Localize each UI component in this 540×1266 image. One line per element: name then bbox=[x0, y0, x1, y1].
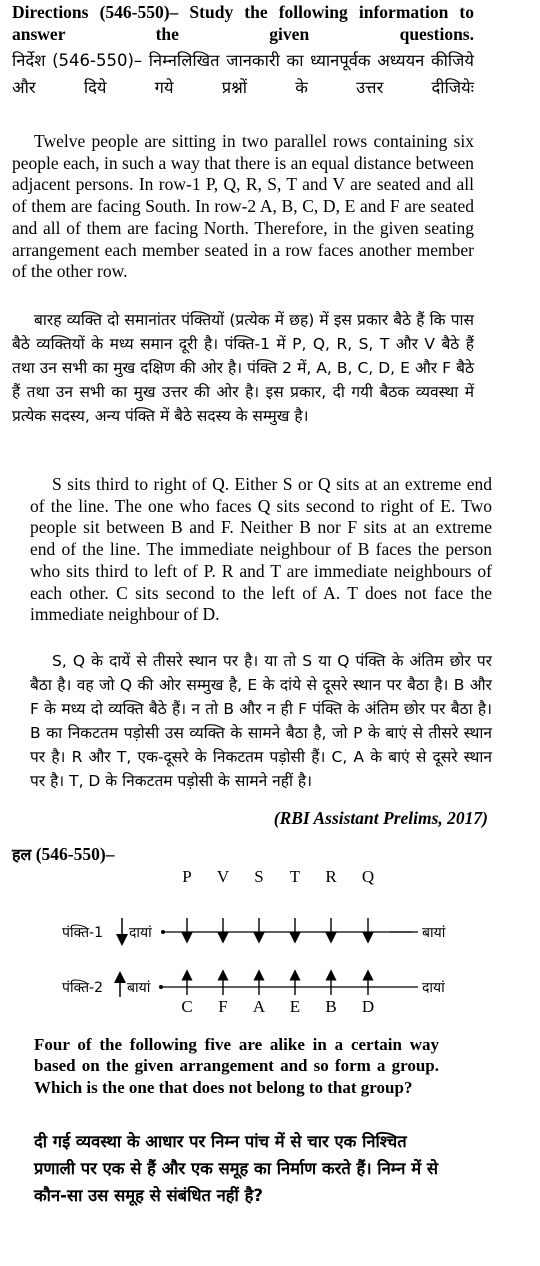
solution-range: (546-550)– bbox=[35, 844, 115, 864]
row2-person-A: A bbox=[252, 997, 266, 1016]
directions-english: Directions (546-550)– Study the following information to answer the given questions. bbox=[12, 2, 474, 44]
solution-label: हल bbox=[12, 845, 32, 864]
seating-diagram bbox=[0, 860, 540, 1020]
row2-left-word: बायां bbox=[127, 980, 151, 996]
row1-person-T: T bbox=[289, 867, 301, 886]
row2-right-word: दायां bbox=[422, 980, 445, 996]
row2-line-end-dot bbox=[159, 985, 163, 989]
clues-hindi: S, Q के दायें से तीसरे स्थान पर है। या तो S या Q पंक्ति के अंतिम छोर पर बैठा है। वह जो Q की ओर सम्मुख है, E के दांये से दूसरे स्थान पर बैठा है। B और F के मध्य दो व्यक्ति बैठे हैं। न तो B और न ही F पंक्ति के अंतिम छोर पर बैठा है। B का निकटतम पड़ोसी उस व्यक्ति के सामने बैठा है, जो P के बाएं से तीसरे स्थान पर है। R और T, एक-दूसरे के निकटतम पड़ोसी हैं। C, A के बाएं से दूसरे स्थान पर है। T, D के निकटतम पड़ोसी के सामने नहीं है। bbox=[30, 652, 492, 790]
question-hindi: दी गई व्यवस्था के आधार पर निम्न पांच में से चार एक निश्चित प्रणाली पर एक से हैं और एक समूह का निर्माण करते हैं। निम्न में से कौन-सा उस समूह से संबंधित नहीं है? bbox=[34, 1132, 438, 1205]
row2-person-C: C bbox=[181, 997, 193, 1016]
row1-right-word: बायां bbox=[422, 925, 446, 941]
clues-english: S sits third to right of Q. Either S or Q sits at an extreme end of the line. The one who faces Q sits second to right of E. Two people sit between B and F. Neither B nor F sits at an extreme end of the line. The immediate neighbour of B faces the person who sits third to left of P. R and T are immediate neighbours of each other. C sits second to the left of A. T does not face the immediate neighbour of D. bbox=[30, 474, 492, 625]
row2-person-F: F bbox=[218, 997, 228, 1016]
row1-person-Q: Q bbox=[361, 867, 375, 886]
row2-person-D: D bbox=[361, 997, 375, 1016]
row1-label: पंक्ति-1 bbox=[62, 925, 104, 941]
directions-hindi: निर्देश (546-550)– निम्नलिखित जानकारी का ध्यानपूर्वक अध्ययन कीजिये और दिये गये प्रश्नों के उत्तर दीजियेः bbox=[12, 51, 474, 97]
row2-person-E: E bbox=[289, 997, 301, 1016]
source-citation: (RBI Assistant Prelims, 2017) bbox=[273, 808, 488, 828]
row1-person-P: P bbox=[182, 867, 192, 886]
question-english: Four of the following five are alike in a certain way based on the given arrangement and so form a group. Which is the one that does not belong to that group? bbox=[34, 1035, 439, 1097]
row2-person-B: B bbox=[325, 997, 337, 1016]
row1-person-V: V bbox=[216, 867, 230, 886]
row1-person-R: R bbox=[325, 867, 337, 886]
passage-hindi: बारह व्यक्ति दो समानांतर पंक्तियों (प्रत्येक में छह) में इस प्रकार बैठे हैं कि पास बैठे व्यक्तियों के मध्य समान दूरी है। पंक्ति-1 में P, Q, R, S, T और V बैठे हैं तथा उन सभी का मुख दक्षिण की ओर है। पंक्ति 2 में, A, B, C, D, E और F बैठे हैं तथा उन सभी का मुख उत्तर की ओर है। इस प्रकार, दी गयी बैठक व्यवस्था में प्रत्येक सदस्य, अन्य पंक्ति में बैठे सदस्य के सम्मुख है। bbox=[12, 311, 474, 425]
row1-person-S: S bbox=[254, 867, 264, 886]
row1-line-end-dot bbox=[161, 930, 165, 934]
row1-left-word: दायां bbox=[129, 925, 152, 941]
passage-english: Twelve people are sitting in two parallel rows containing six people each, in such a way that there is an equal distance between adjacent persons. In row-1 P, Q, R, S, T and V are seated and all of them are facing South. In row-2 A, B, C, D, E and F are seated and all of them are facing North. Therefore, in the given seating arrangement each member seated in a row faces another member of the other row. bbox=[12, 131, 474, 282]
row2-label: पंक्ति-2 bbox=[62, 980, 104, 996]
